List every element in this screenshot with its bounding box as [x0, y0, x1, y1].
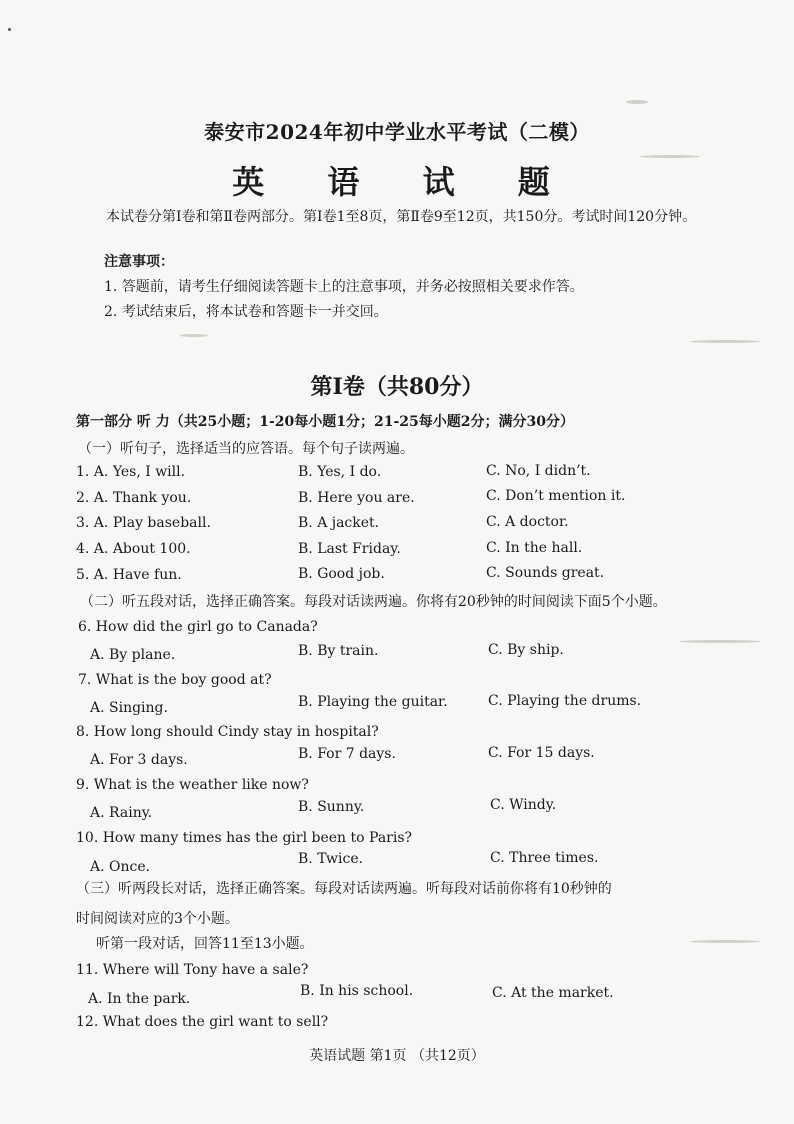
scan-speck	[626, 100, 648, 104]
option-c: C. Sounds great.	[486, 565, 605, 581]
option-a: A. Once.	[90, 859, 151, 875]
option-c: C. Don’t mention it.	[486, 488, 626, 504]
option-c: C. At the market.	[492, 985, 614, 1001]
option-c: C. By ship.	[488, 642, 564, 658]
page-footer: 英语试题 第1页 （共12页）	[309, 1048, 485, 1064]
option-a: 3. A. Play baseball.	[76, 515, 211, 531]
option-b: B. Here you are.	[298, 490, 415, 506]
scan-speck	[680, 640, 760, 643]
part-heading: 第一部分 听 力（共25小题；1-20每小题1分；21-25每小题2分；满分30分）	[76, 414, 575, 430]
note-item: 1. 答题前，请考生仔细阅读答题卡上的注意事项，并务必按照相关要求作答。	[104, 279, 584, 295]
option-c: C. Windy.	[490, 797, 557, 813]
scan-speck	[690, 940, 760, 943]
option-b: B. Last Friday.	[298, 541, 401, 557]
intro-paragraph: 本试卷分第Ⅰ卷和第Ⅱ卷两部分。第Ⅰ卷1至8页，第Ⅱ卷9至12页，共150分。考试时间120分钟。	[106, 209, 697, 225]
option-a: A. By plane.	[90, 647, 176, 663]
option-b: B. By train.	[298, 643, 379, 659]
scan-speck	[640, 155, 700, 158]
option-b: B. A jacket.	[298, 515, 380, 531]
dialogue-subheading: 听第一段对话，回答11至13小题。	[96, 936, 314, 952]
section2-instruction: （二）听五段对话，选择正确答案。每段对话读两遍。你将有20秒钟的时间阅读下面5个小题。	[80, 594, 667, 610]
option-b: B. Playing the guitar.	[298, 694, 448, 710]
exam-title: 泰安市2024年初中学业水平考试（二模）	[204, 120, 590, 144]
question-stem: 12. What does the girl want to sell?	[76, 1014, 329, 1030]
option-c: C. Three times.	[490, 850, 599, 866]
question-stem: 6. How did the girl go to Canada?	[78, 619, 318, 635]
question-stem: 7. What is the boy good at?	[78, 672, 272, 688]
option-b: B. For 7 days.	[298, 746, 396, 762]
scan-speck	[180, 334, 208, 337]
section3-instruction-cont: 时间阅读对应的3个小题。	[76, 911, 239, 927]
note-item: 2. 考试结束后，将本试卷和答题卡一并交回。	[104, 304, 388, 320]
notes-heading: 注意事项：	[104, 254, 174, 270]
option-b: B. Yes, I do.	[298, 464, 382, 480]
question-stem: 10. How many times has the girl been to Paris?	[76, 830, 413, 846]
option-a: 5. A. Have fun.	[76, 567, 182, 583]
section3-instruction: （三）听两段长对话，选择正确答案。每段对话读两遍。听每段对话前你将有10秒钟的	[76, 881, 612, 897]
section1-instruction: （一）听句子，选择适当的应答语。每个句子读两遍。	[78, 441, 414, 457]
option-b: B. Sunny.	[298, 799, 365, 815]
option-b: B. In his school.	[300, 983, 414, 999]
option-a: 1. A. Yes, I will.	[76, 464, 186, 480]
option-b: B. Twice.	[298, 851, 364, 867]
question-stem: 11. Where will Tony have a sale?	[76, 962, 309, 978]
option-a: A. For 3 days.	[90, 752, 188, 768]
option-c: C. For 15 days.	[488, 745, 595, 761]
scan-speck	[690, 340, 760, 343]
option-a: A. Singing.	[90, 700, 168, 716]
question-stem: 8. How long should Cindy stay in hospital?	[76, 724, 379, 740]
option-a: 4. A. About 100.	[76, 541, 191, 557]
subject-title: 英 语 试 题	[232, 163, 576, 201]
option-c: C. A doctor.	[486, 514, 569, 530]
option-c: C. Playing the drums.	[488, 693, 642, 709]
option-b: B. Good job.	[298, 566, 385, 582]
question-stem: 9. What is the weather like now?	[76, 777, 309, 793]
option-c: C. In the hall.	[486, 540, 583, 556]
option-a: A. Rainy.	[90, 805, 153, 821]
option-a: 2. A. Thank you.	[76, 490, 192, 506]
option-a: A. In the park.	[88, 991, 191, 1007]
option-c: C. No, I didn’t.	[486, 463, 591, 479]
scan-speck	[8, 28, 11, 31]
volume-title: 第Ⅰ卷（共80分）	[310, 374, 484, 400]
